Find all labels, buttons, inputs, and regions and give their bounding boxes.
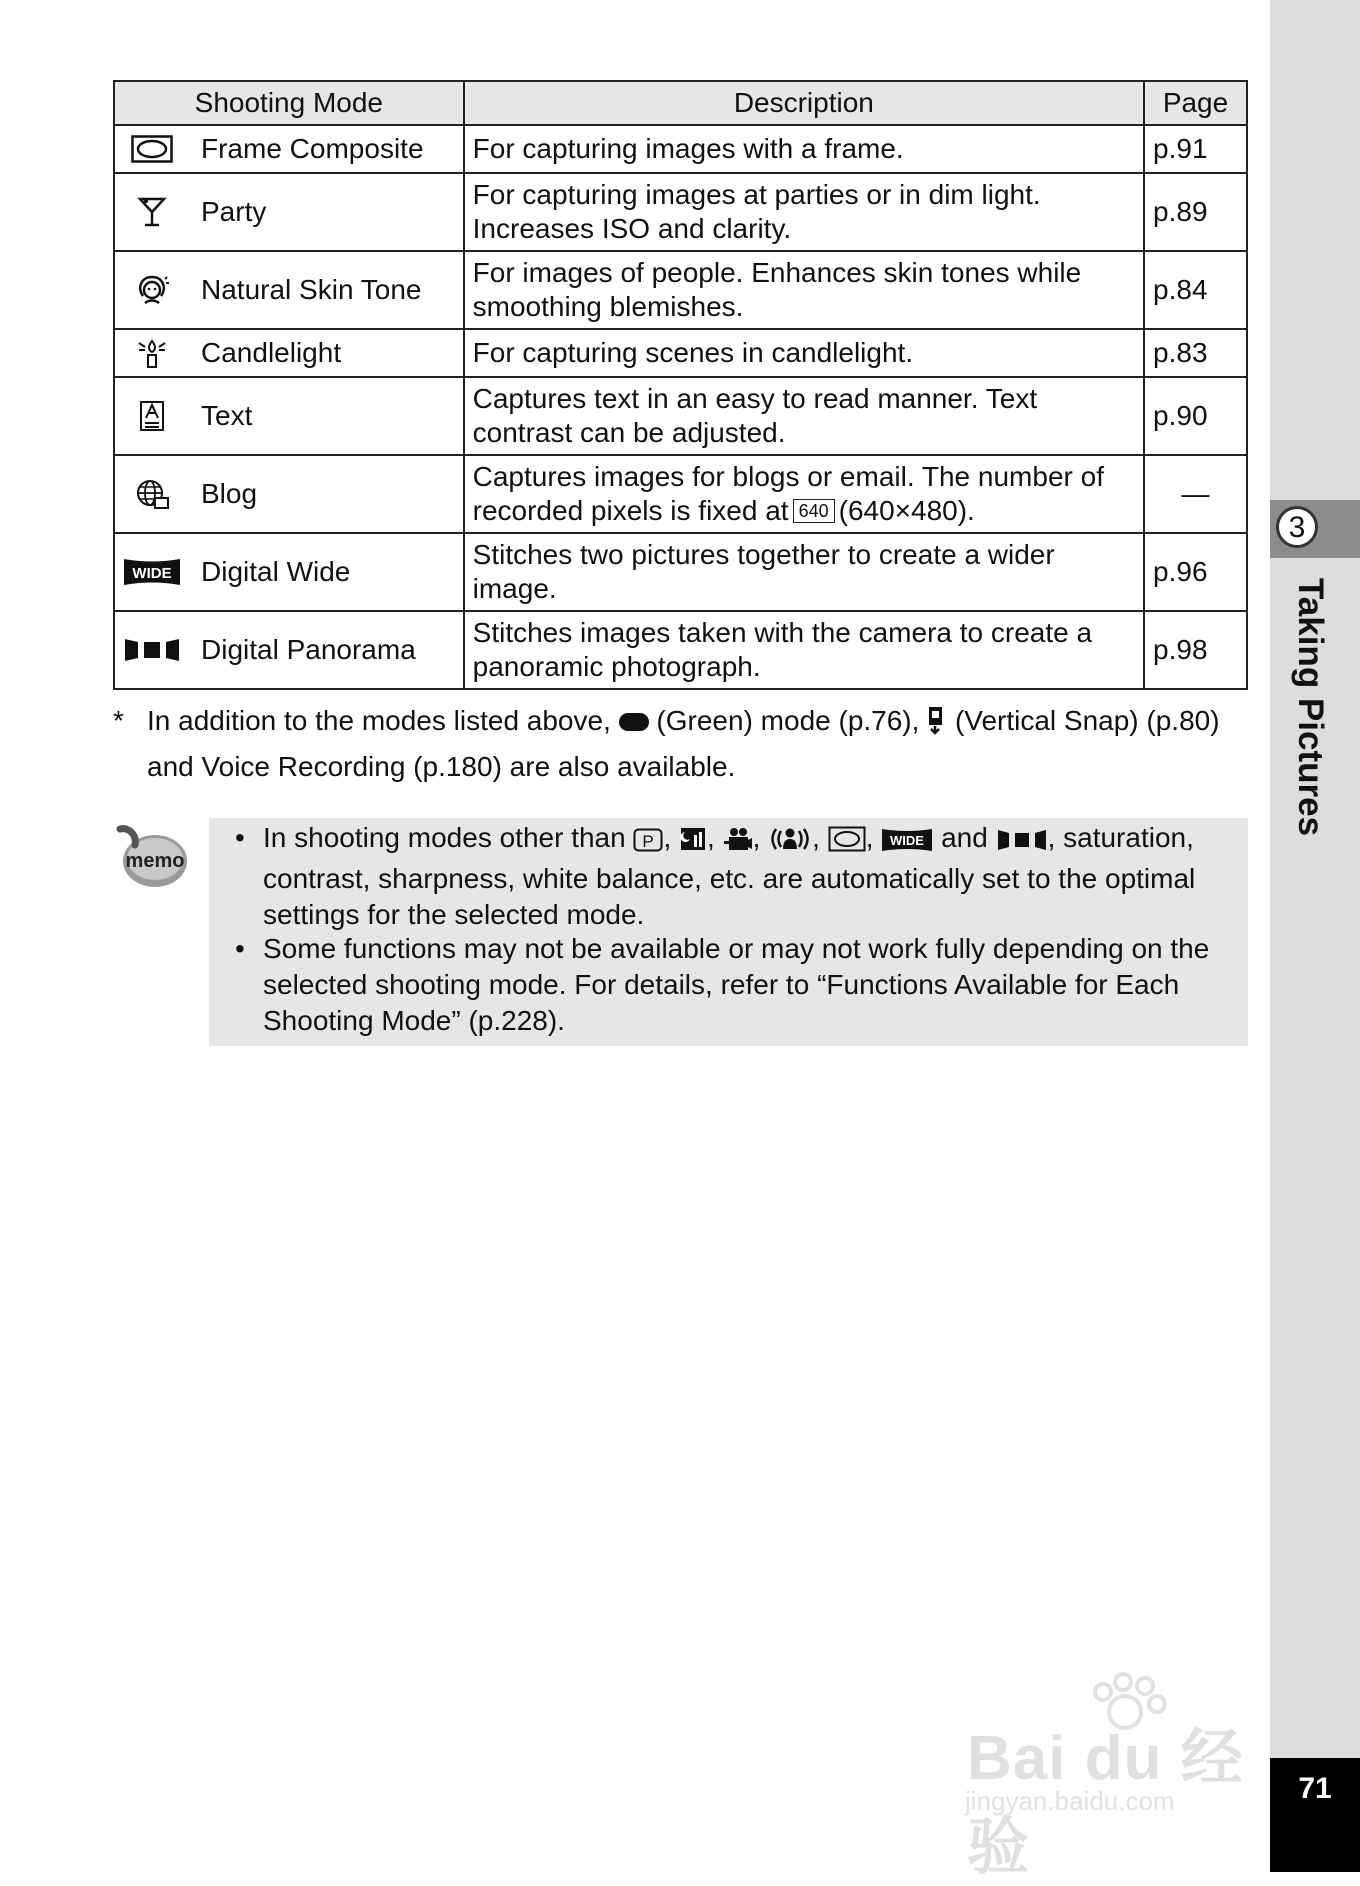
- frame-composite-small-icon: [828, 825, 866, 861]
- memo-badge-label: memo: [125, 850, 185, 872]
- digital-sr-icon: [768, 825, 812, 861]
- table-row: [114, 251, 1247, 329]
- mode-description: Stitches two pictures together to create a wider image.: [464, 533, 1144, 611]
- mode-name: Blog: [201, 478, 258, 509]
- mode-page: p.98: [1144, 611, 1247, 689]
- frame-composite-icon: [123, 132, 181, 166]
- shooting-mode-table: [113, 80, 1248, 690]
- watermark-brand: Bai du 经验: [967, 1724, 1244, 1882]
- vertical-snap-icon: [927, 705, 947, 746]
- wide-icon: [123, 555, 181, 589]
- mode-page: —: [1144, 455, 1247, 533]
- mode-page: p.90: [1144, 377, 1247, 455]
- party-icon: [123, 195, 181, 229]
- mode-name: Text: [201, 400, 253, 431]
- panorama-icon: [123, 633, 181, 667]
- resolution-640-icon: 640: [793, 499, 835, 523]
- mode-description: For images of people. Enhances skin tones while smoothing blemishes.: [464, 251, 1144, 329]
- page-number: 71: [1298, 1772, 1332, 1805]
- chapter-number: 3: [1276, 506, 1318, 548]
- mode-name: Digital Wide: [201, 556, 351, 587]
- mode-name: Frame Composite: [201, 133, 424, 164]
- table-row: [114, 173, 1247, 251]
- memo-box: [209, 818, 1248, 1046]
- sidebar-strip: [1270, 0, 1360, 1872]
- footnote: * In addition to the modes listed above, (Green) mode (p.76), (Vertical Snap) (p.80) and Voice Recording (p.180) are also available.: [113, 700, 1263, 787]
- green-mode-icon: [619, 713, 649, 731]
- table-row: [114, 611, 1247, 689]
- memo-item: • In shooting modes other than P , , , , , WIDE and , saturation, contrast, sharpness, white balance, etc. are automatically set to the optimal settings for the selected mode.: [235, 820, 1230, 933]
- mode-page: p.96: [1144, 533, 1247, 611]
- svg-text:WIDE: WIDE: [890, 833, 925, 848]
- mode-page: p.83: [1144, 329, 1247, 377]
- movie-icon: [723, 825, 753, 861]
- blog-icon: [123, 477, 181, 511]
- mode-description: Stitches images taken with the camera to create a panoramic photograph.: [464, 611, 1144, 689]
- table-row: [114, 329, 1247, 377]
- table-row: [114, 125, 1247, 173]
- mode-name: Natural Skin Tone: [201, 274, 422, 305]
- mode-page: p.91: [1144, 125, 1247, 173]
- mode-page: p.89: [1144, 173, 1247, 251]
- wide-small-icon: [881, 825, 933, 861]
- panorama-small-icon: [996, 825, 1048, 861]
- mode-name: Digital Panorama: [201, 634, 416, 665]
- memo-badge-icon: [115, 823, 190, 891]
- mode-name: Candlelight: [201, 337, 342, 368]
- memo-item: • Some functions may not be available or may not work fully depending on the selected shooting mode. For details, refer to “Functions Available for Each Shooting Mode” (p.228).: [235, 931, 1230, 1039]
- natural-skin-tone-icon: [123, 273, 181, 307]
- night-scene-icon: [679, 825, 707, 861]
- mode-description: For capturing scenes in candlelight.: [464, 329, 1144, 377]
- footnote-asterisk: *: [113, 705, 124, 736]
- mode-description: For capturing images with a frame.: [464, 125, 1144, 173]
- baidu-watermark: [965, 1680, 1265, 1882]
- mode-page: p.84: [1144, 251, 1247, 329]
- header-page: Page: [1144, 81, 1247, 125]
- mode-description: Captures images for blogs or email. The number of recorded pixels is fixed at 640 (640×480).: [464, 455, 1144, 533]
- svg-text:WIDE: WIDE: [132, 565, 172, 582]
- watermark-url: jingyan.baidu.com: [965, 1786, 1175, 1816]
- mode-name: Party: [201, 196, 267, 227]
- candlelight-icon: [123, 336, 181, 370]
- table-row: [114, 533, 1247, 611]
- table-header-row: [114, 81, 1247, 125]
- chapter-title: Taking Pictures: [1291, 578, 1330, 837]
- mode-description: For capturing images at parties or in dim light. Increases ISO and clarity.: [464, 173, 1144, 251]
- header-shooting-mode: Shooting Mode: [114, 81, 464, 125]
- text-mode-icon: [123, 399, 181, 433]
- table-row: [114, 455, 1247, 533]
- table-row: [114, 377, 1247, 455]
- mode-description: Captures text in an easy to read manner. Text contrast can be adjusted.: [464, 377, 1144, 455]
- header-description: Description: [464, 81, 1144, 125]
- program-mode-icon: [633, 825, 663, 861]
- svg-text:P: P: [642, 832, 655, 851]
